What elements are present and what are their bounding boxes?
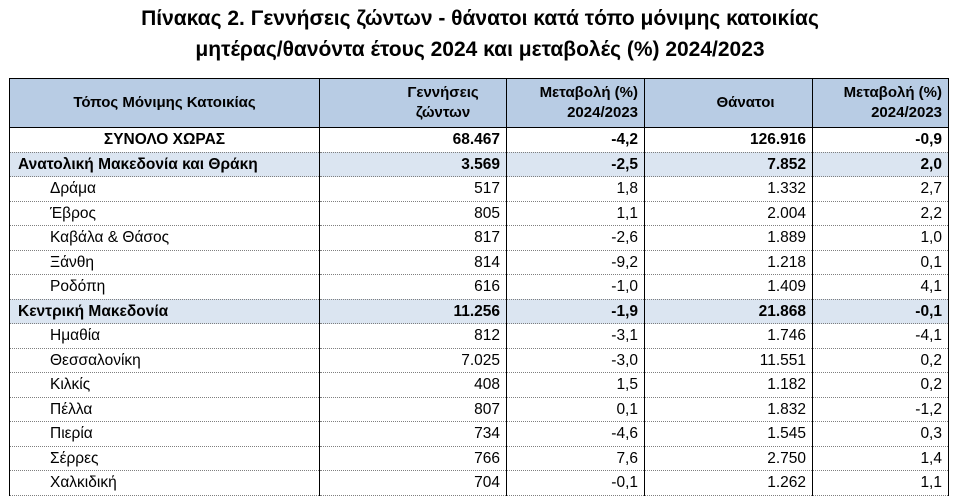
table-title-line-1: Πίνακας 2. Γεννήσεις ζώντων - θάνατοι κατά τόπο μόνιμης κατοικίας — [141, 7, 819, 30]
births-deaths-table — [9, 78, 949, 496]
cell-deaths: 1.746 — [645, 324, 813, 349]
cell-deaths: 126.916 — [645, 128, 813, 153]
cell-place: Έβρος — [10, 201, 320, 226]
cell-deaths: 1.332 — [645, 177, 813, 202]
cell-births-change: 0,1 — [507, 397, 645, 422]
cell-deaths-change: 2,7 — [813, 177, 949, 202]
cell-births: 805 — [320, 201, 507, 226]
header-deaths-change — [813, 79, 949, 128]
cell-births-change: -2,5 — [507, 152, 645, 177]
region-row — [10, 299, 949, 324]
table-row — [10, 201, 949, 226]
cell-deaths-change: -0,1 — [813, 299, 949, 324]
table-title — [0, 0, 960, 65]
cell-births: 734 — [320, 422, 507, 447]
cell-deaths-change: 0,1 — [813, 250, 949, 275]
cell-births-change: -1,9 — [507, 299, 645, 324]
cell-births: 68.467 — [320, 128, 507, 153]
cell-births-change: -0,1 — [507, 471, 645, 496]
cell-deaths-change: 1,4 — [813, 446, 949, 471]
cell-deaths-change: 0,2 — [813, 348, 949, 373]
cell-deaths-change: 0,2 — [813, 373, 949, 398]
cell-deaths: 1.832 — [645, 397, 813, 422]
header-births-change-line-1: Μεταβολή (%) — [539, 84, 638, 101]
table-row — [10, 422, 949, 447]
cell-births: 766 — [320, 446, 507, 471]
cell-births: 408 — [320, 373, 507, 398]
cell-births-change: -2,6 — [507, 226, 645, 251]
cell-deaths-change: -0,9 — [813, 128, 949, 153]
cell-deaths-change: 1,1 — [813, 471, 949, 496]
cell-deaths: 1.262 — [645, 471, 813, 496]
table-title-line-2: μητέρας/θανόντα έτους 2024 και μεταβολές (%) 2024/2023 — [195, 38, 765, 61]
header-births-change-line-2: 2024/2023 — [567, 104, 638, 121]
cell-place: Κεντρική Μακεδονία — [10, 299, 320, 324]
cell-births-change: 7,6 — [507, 446, 645, 471]
cell-deaths: 1.218 — [645, 250, 813, 275]
table-header — [10, 79, 949, 128]
table-row — [10, 373, 949, 398]
cell-births: 814 — [320, 250, 507, 275]
header-births-change — [507, 79, 645, 128]
table-row — [10, 471, 949, 496]
cell-births: 616 — [320, 275, 507, 300]
cell-deaths-change: 2,2 — [813, 201, 949, 226]
cell-place: Χαλκιδική — [10, 471, 320, 496]
total-row — [10, 128, 949, 153]
table-row — [10, 348, 949, 373]
cell-deaths: 2.004 — [645, 201, 813, 226]
cell-births-change: 1,5 — [507, 373, 645, 398]
cell-deaths-change: -4,1 — [813, 324, 949, 349]
table-row — [10, 226, 949, 251]
cell-deaths: 1.545 — [645, 422, 813, 447]
cell-deaths: 1.889 — [645, 226, 813, 251]
cell-deaths: 7.852 — [645, 152, 813, 177]
cell-deaths: 2.750 — [645, 446, 813, 471]
table-row — [10, 250, 949, 275]
cell-place: Κιλκίς — [10, 373, 320, 398]
cell-births-change: -3,0 — [507, 348, 645, 373]
table-body — [10, 128, 949, 496]
cell-place: Ανατολική Μακεδονία και Θράκη — [10, 152, 320, 177]
cell-deaths-change: 2,0 — [813, 152, 949, 177]
header-row — [10, 79, 949, 128]
cell-place: Ροδόπη — [10, 275, 320, 300]
cell-deaths: 1.182 — [645, 373, 813, 398]
cell-deaths: 1.409 — [645, 275, 813, 300]
table-row — [10, 446, 949, 471]
cell-births-change: 1,1 — [507, 201, 645, 226]
cell-place: Ξάνθη — [10, 250, 320, 275]
cell-place: Θεσσαλονίκη — [10, 348, 320, 373]
cell-deaths: 21.868 — [645, 299, 813, 324]
header-births — [320, 79, 507, 128]
cell-deaths-change: 1,0 — [813, 226, 949, 251]
cell-births: 517 — [320, 177, 507, 202]
table-row — [10, 324, 949, 349]
cell-births: 704 — [320, 471, 507, 496]
cell-deaths: 11.551 — [645, 348, 813, 373]
cell-births: 812 — [320, 324, 507, 349]
cell-births-change: -4,6 — [507, 422, 645, 447]
header-deaths-change-line-1: Μεταβολή (%) — [843, 84, 942, 101]
cell-births: 817 — [320, 226, 507, 251]
cell-place: Πιερία — [10, 422, 320, 447]
cell-place: Σέρρες — [10, 446, 320, 471]
cell-place: Καβάλα & Θάσος — [10, 226, 320, 251]
cell-births: 807 — [320, 397, 507, 422]
cell-births: 11.256 — [320, 299, 507, 324]
cell-place: Ημαθία — [10, 324, 320, 349]
cell-births: 3.569 — [320, 152, 507, 177]
header-births-line-1: Γεννήσεις — [407, 84, 479, 101]
header-place: Τόπος Μόνιμης Κατοικίας — [10, 79, 320, 128]
cell-deaths-change: 4,1 — [813, 275, 949, 300]
cell-births: 7.025 — [320, 348, 507, 373]
cell-births-change: -1,0 — [507, 275, 645, 300]
cell-births-change: 1,8 — [507, 177, 645, 202]
region-row — [10, 152, 949, 177]
header-deaths-change-line-2: 2024/2023 — [871, 104, 942, 121]
cell-deaths-change: 0,3 — [813, 422, 949, 447]
table-row — [10, 275, 949, 300]
cell-births-change: -9,2 — [507, 250, 645, 275]
cell-deaths-change: -1,2 — [813, 397, 949, 422]
cell-births-change: -4,2 — [507, 128, 645, 153]
table-row — [10, 397, 949, 422]
table-row — [10, 177, 949, 202]
cell-place: Πέλλα — [10, 397, 320, 422]
cell-place: Δράμα — [10, 177, 320, 202]
cell-births-change: -3,1 — [507, 324, 645, 349]
header-births-line-2: ζώντων — [415, 104, 471, 121]
cell-place: ΣΥΝΟΛΟ ΧΩΡΑΣ — [10, 128, 320, 153]
header-deaths: Θάνατοι — [645, 79, 813, 128]
